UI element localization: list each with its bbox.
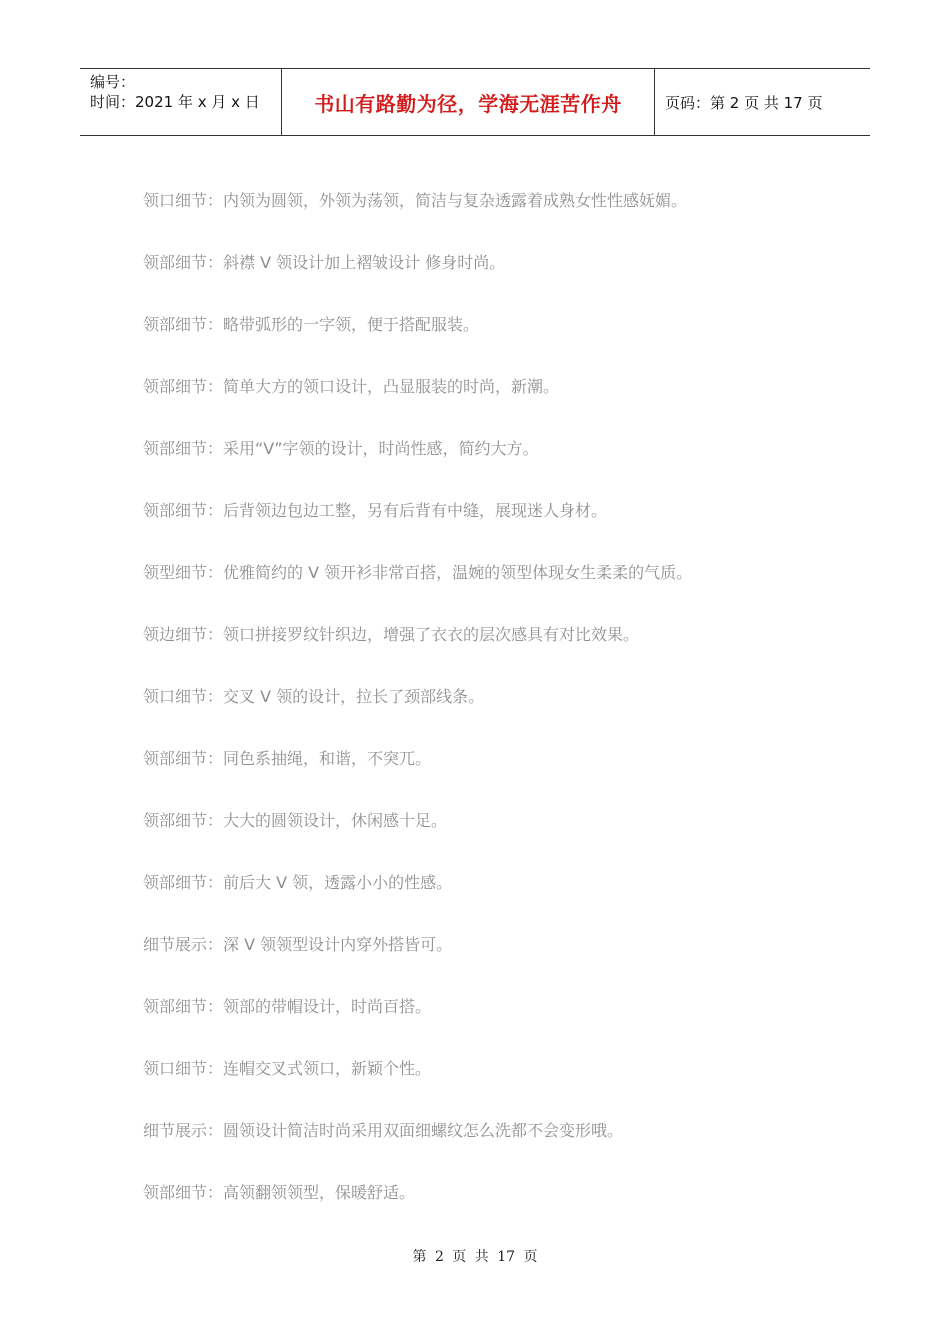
page-footer: 第 2 页 共 17 页 [412,1249,538,1265]
page-header [80,68,870,136]
detail-line: 领边细节：领口拼接罗纹针织边，增强了衣衣的层次感具有对比效果。 [143,625,640,644]
document-number-label: 编号： [90,73,136,91]
detail-line: 领口细节：内领为圆领，外领为荡领，简洁与复杂透露着成熟女性性感妩媚。 [143,191,688,210]
detail-line: 细节展示：圆领设计简洁时尚采用双面细螺纹怎么洗都不会变形哦。 [143,1121,624,1140]
detail-line: 领部细节：领部的带帽设计，时尚百搭。 [143,997,432,1016]
header-motto: 书山有路勤为径，学海无涯苦作舟 [282,69,655,135]
detail-line: 领部细节：斜襟 V 领设计加上褶皱设计 修身时尚。 [143,253,506,272]
detail-line: 领部细节：采用“V”字领的设计，时尚性感，简约大方。 [143,439,539,458]
detail-line: 领部细节：同色系抽绳，和谐，不突兀。 [143,749,432,768]
header-meta [80,69,282,135]
detail-line: 领部细节：前后大 V 领，透露小小的性感。 [143,873,453,892]
detail-line: 领部细节：高领翻领领型，保暖舒适。 [143,1183,416,1202]
detail-line: 领型细节：优雅简约的 V 领开衫非常百搭，温婉的领型体现女生柔柔的气质。 [143,563,693,582]
detail-line: 领部细节：略带弧形的一字领，便于搭配服装。 [143,315,480,334]
document-date-label: 时间：2021 年 x 月 x 日 [90,93,260,111]
detail-line: 领部细节：后背领边包边工整，另有后背有中缝，展现迷人身材。 [143,501,608,520]
collar-details-list [143,188,843,1242]
detail-line: 领口细节：交叉 V 领的设计，拉长了颈部线条。 [143,687,485,706]
detail-line: 领口细节：连帽交叉式领口，新颖个性。 [143,1059,432,1078]
detail-line: 领部细节：大大的圆领设计，休闲感十足。 [143,811,448,830]
detail-line: 细节展示：深 V 领领型设计内穿外搭皆可。 [143,935,453,954]
header-page-label: 页码：第 2 页 共 17 页 [665,93,823,112]
detail-line: 领部细节：简单大方的领口设计，凸显服装的时尚，新潮。 [143,377,560,396]
